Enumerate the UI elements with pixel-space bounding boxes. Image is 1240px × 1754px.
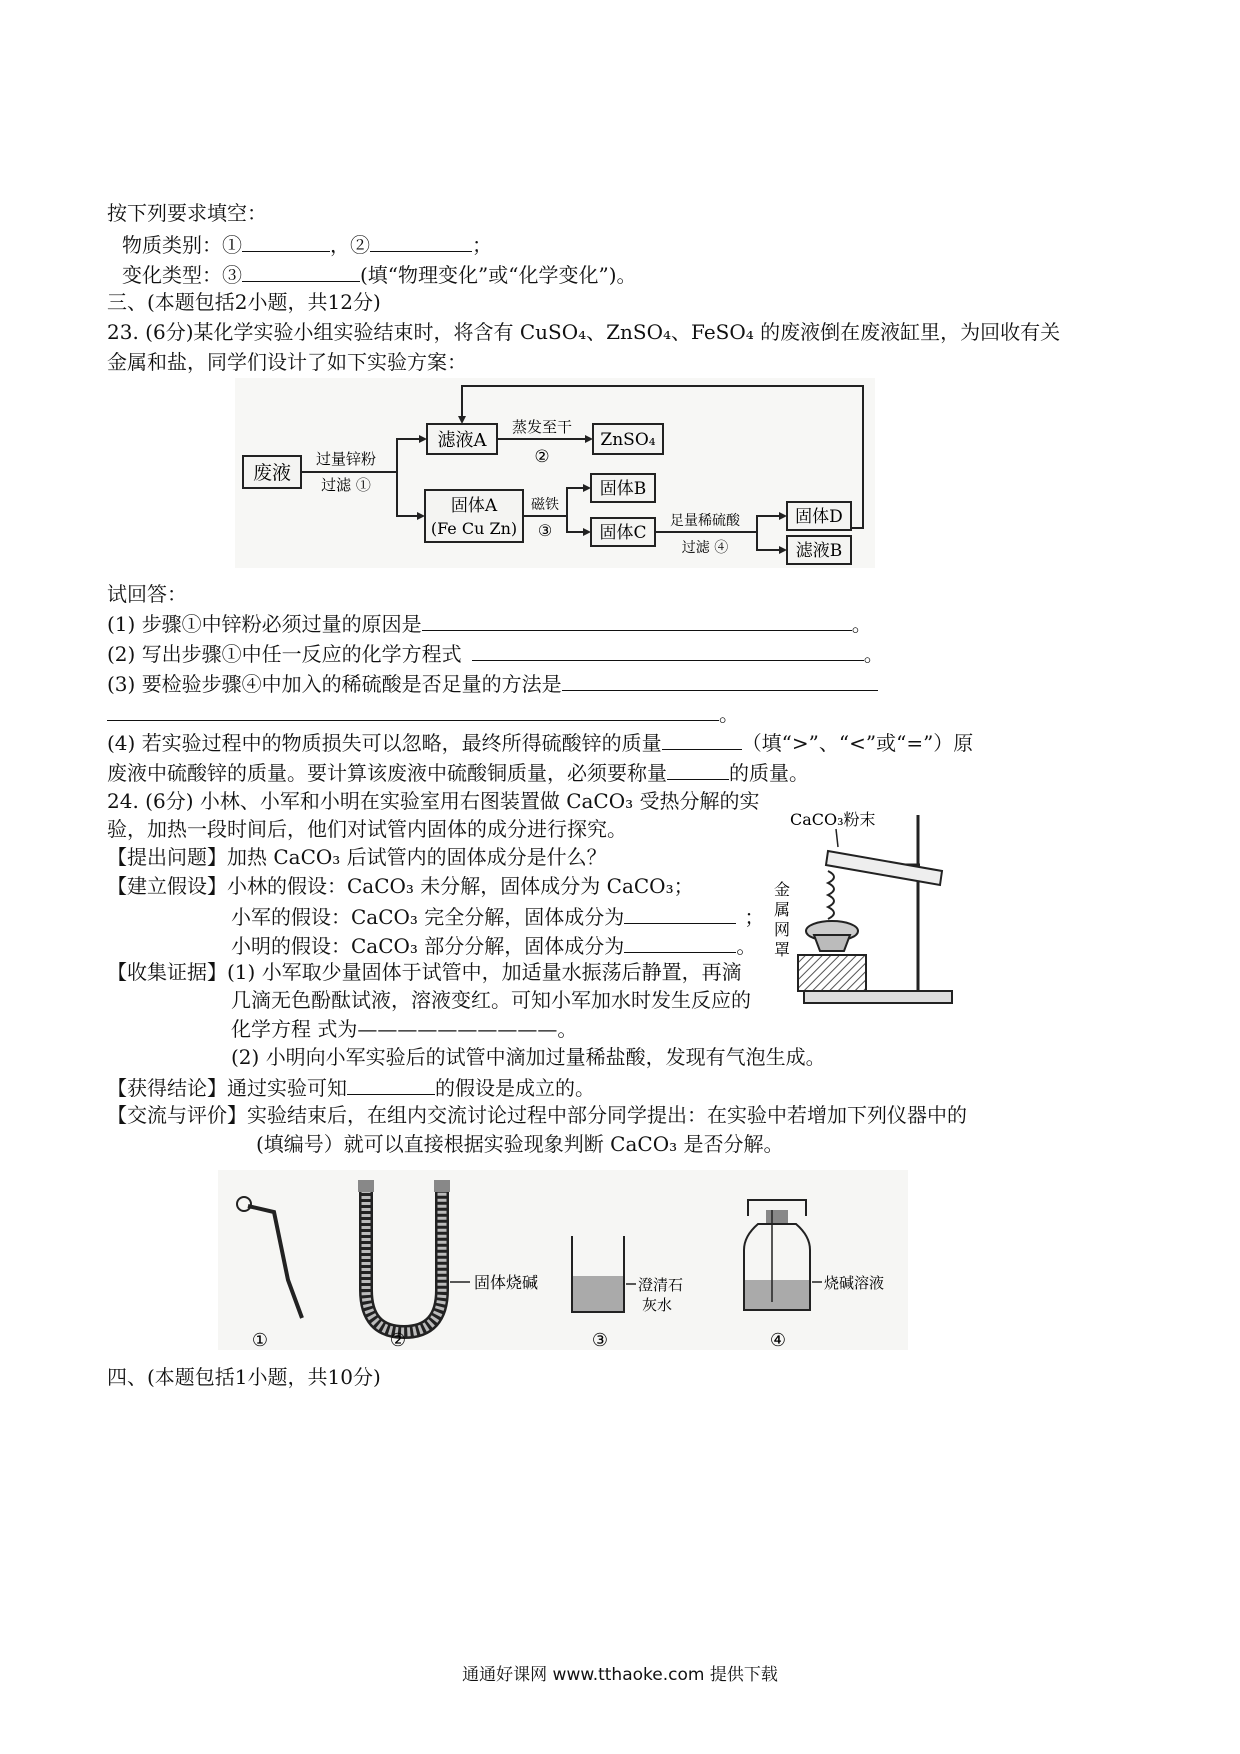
caco3-powder-label: CaCO₃粉末	[790, 810, 876, 829]
tag: 【交流与评价】	[107, 1103, 247, 1127]
heating-apparatus-figure	[770, 795, 960, 1015]
text: (1) 小军取少量固体于试管中，加适量水振荡后静置，再滴	[227, 960, 742, 984]
q24-evaluation-2: (填编号）就可以直接根据实验现象判断 CaCO₃ 是否分解。	[256, 1132, 784, 1156]
answer-blank-3b[interactable]	[107, 698, 719, 721]
answer-blank-2[interactable]	[472, 638, 864, 661]
solid-b-label: 固体B	[599, 479, 647, 499]
answer-blank-3[interactable]	[562, 668, 878, 691]
option-2-number: ②	[389, 1330, 407, 1350]
q23-stem-1: 23. (6分)某化学实验小组实验结束时，将含有 CuSO₄、ZnSO₄、FeSO₄ 的废液倒在废液缸里，为回收有关	[107, 320, 1061, 344]
footer: 通通好课网 www.tthaoke.com 提供下载	[462, 1665, 778, 1685]
solid-a-components: (Fe Cu Zn)	[430, 519, 518, 538]
label: ；	[744, 905, 765, 929]
text: 实验结束后，在组内交流讨论过程中部分同学提出：在实验中若增加下列仪器中的	[247, 1103, 967, 1127]
text: 小林的假设：CaCO₃ 未分解，固体成分为 CaCO₃；	[227, 874, 694, 898]
znso4-label: ZnSO₄	[600, 430, 656, 450]
label: (填“物理变化”或“化学变化”)。	[360, 263, 637, 287]
text: 小明的假设：CaCO₃ 部分分解，固体成分为	[231, 934, 625, 958]
q24-hyp-2	[231, 901, 764, 931]
text: 小军的假设：CaCO₃ 完全分解，固体成分为	[231, 905, 625, 929]
label: (1) 步骤①中锌粉必须过量的原因是	[107, 612, 422, 636]
conclusion-blank[interactable]	[347, 1072, 435, 1095]
mesh-label-1: 金	[774, 880, 791, 899]
option-4-number: ④	[769, 1330, 787, 1350]
label: ；	[472, 233, 492, 257]
hyp3-blank[interactable]	[624, 930, 736, 953]
answer-blank-1[interactable]	[422, 608, 852, 631]
hyp2-blank[interactable]	[624, 901, 736, 924]
q23-part-3-cont	[107, 698, 739, 728]
step4-top: 足量稀硫酸	[670, 513, 740, 529]
option-3-number: ③	[591, 1330, 609, 1350]
solid-d-label: 固体D	[795, 507, 843, 527]
q24-evidence-2: (2) 小明向小军实验后的试管中滴加过量稀盐酸，发现有气泡生成。	[231, 1045, 826, 1069]
q23-part-4	[107, 727, 973, 757]
mesh-label-3: 网	[774, 920, 791, 939]
label: 。	[863, 642, 884, 666]
mesh-label-2: 属	[774, 900, 791, 919]
magnet-top: 磁铁	[531, 497, 559, 513]
q24-hyp-3	[231, 930, 756, 960]
blank-1[interactable]	[242, 229, 330, 252]
q24-hyp-1	[107, 872, 694, 900]
label: （填“>”、“<”或“=”）原	[741, 731, 974, 755]
q23-flow-diagram	[235, 378, 875, 568]
q23-part-2	[107, 638, 884, 668]
section-3-title: 三、(本题包括2小题，共12分)	[107, 290, 381, 314]
filtrate-a-label: 滤液A	[437, 430, 487, 451]
step4-bottom: 过滤 ④	[681, 540, 729, 556]
q24-stem-1: 24. (6分) 小林、小军和小明在实验室用右图装置做 CaCO₃ 受热分解的实	[107, 789, 760, 813]
q23-part-4-cont	[107, 757, 809, 787]
label: 。	[851, 612, 872, 636]
section-4-title: 四、(本题包括1小题，共10分)	[107, 1365, 381, 1389]
naoh-solution-label: 烧碱溶液	[824, 1274, 885, 1292]
q23-stem-2: 金属和盐，同学们设计了如下实验方案：	[107, 350, 467, 374]
text: 加热 CaCO₃ 后试管内的固体成分是什么？	[227, 845, 607, 869]
q24-evidence-1	[107, 958, 742, 986]
step1-bottom: 过滤 ①	[321, 476, 371, 494]
label: 。	[736, 934, 757, 958]
tag: 【收集证据】	[107, 960, 227, 984]
filtrate-b-label: 滤液B	[795, 541, 843, 561]
label: 废液中硫酸锌的质量。要计算该废液中硫酸铜质量，必须要称量	[107, 761, 667, 785]
substance-category-line	[122, 229, 492, 259]
q23-part-1	[107, 608, 872, 638]
blank-2[interactable]	[370, 229, 472, 252]
tag: 【提出问题】	[107, 845, 227, 869]
text: 的假设是成立的。	[435, 1076, 595, 1100]
apparatus-options-figure	[218, 1170, 908, 1350]
q24-conclusion	[107, 1072, 595, 1102]
solid-c-label: 固体C	[599, 523, 647, 543]
label: 。	[719, 702, 739, 726]
fill-instructions: 按下列要求填空：	[107, 201, 267, 225]
q24-evaluation	[107, 1101, 967, 1129]
change-type-line	[122, 259, 637, 289]
step2-bottom: ②	[534, 447, 550, 467]
label: 变化类型：③	[122, 263, 242, 287]
label: ，②	[330, 233, 370, 257]
q24-stem-2: 验，加热一段时间后，他们对试管内固体的成分进行探究。	[107, 817, 627, 841]
step2-top: 蒸发至干	[511, 418, 573, 436]
step1-top: 过量锌粉	[315, 450, 377, 468]
q23-part-3	[107, 668, 878, 698]
solid-naoh-label: 固体烧碱	[474, 1273, 539, 1292]
tag: 【建立假设】	[107, 874, 227, 898]
tag: 【获得结论】	[107, 1076, 227, 1100]
mesh-label-4: 罩	[774, 940, 791, 959]
answer-blank-5[interactable]	[667, 757, 729, 780]
magnet-bottom: ③	[537, 521, 553, 540]
q24-evidence-1c: 化学方程 式为——————————。	[231, 1017, 578, 1041]
label: (2) 写出步骤①中任一反应的化学方程式	[107, 642, 462, 666]
option-1-number: ①	[251, 1330, 269, 1350]
label: (3) 要检验步骤④中加入的稀硫酸是否足量的方法是	[107, 672, 562, 696]
text: 通过实验可知	[227, 1076, 347, 1100]
label: (4) 若实验过程中的物质损失可以忽略，最终所得硫酸锌的质量	[107, 731, 662, 755]
blank-3[interactable]	[242, 259, 360, 282]
solid-a-label: 固体A	[450, 496, 498, 516]
q24-question	[107, 843, 607, 871]
waste-label: 废液	[252, 462, 292, 484]
limewater-label-2: 灰水	[642, 1296, 673, 1314]
answer-intro: 试回答：	[107, 582, 187, 606]
q24-evidence-1b: 几滴无色酚酞试液，溶液变红。可知小军加水时发生反应的	[231, 988, 751, 1012]
label: 物质类别：①	[122, 233, 242, 257]
limewater-label-1: 澄清石	[638, 1276, 684, 1294]
answer-blank-4[interactable]	[662, 727, 742, 750]
label: 的质量。	[729, 761, 809, 785]
